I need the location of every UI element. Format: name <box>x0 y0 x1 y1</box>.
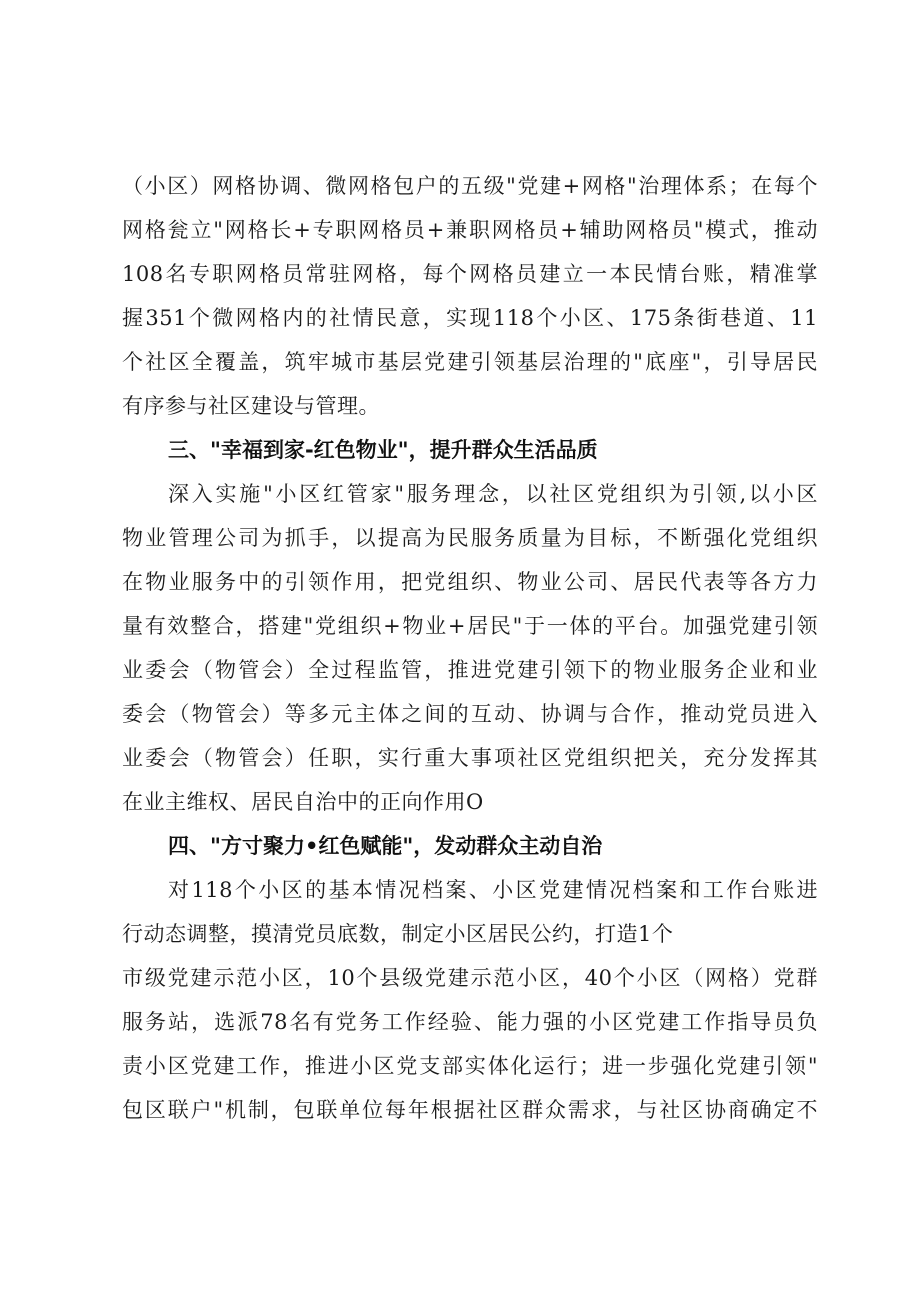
paragraph-line: 委会（物管会）等多元主体之间的互动、协调与合作，推动党员进入 <box>122 702 818 726</box>
paragraph-line: 在物业服务中的引领作用，把党组织、物业公司、居民代表等各方力 <box>122 570 818 594</box>
paragraph-line: （小区）网格协调、微网格包户的五级"党建+网格"治理体系；在每个 <box>122 174 818 198</box>
paragraph-line: 包区联户"机制，包联单位每年根据社区群众需求，与社区协商确定不 <box>122 1098 818 1122</box>
paragraph-line: 物业管理公司为抓手，以提高为民服务质量为目标，不断强化党组织 <box>122 526 818 550</box>
paragraph-line: 在业主维权、居民自治中的正向作用O <box>122 790 484 814</box>
paragraph-line: 108名专职网格员常驻网格，每个网格员建立一本民情台账，精准掌 <box>122 262 818 286</box>
section-heading: 三、"幸福到家-红色物业"，提升群众生活品质 <box>168 438 598 462</box>
paragraph-line: 业委会（物管会）任职，实行重大事项社区党组织把关，充分发挥其 <box>122 746 818 770</box>
paragraph-line: 对118个小区的基本情况档案、小区党建情况档案和工作台账进 <box>168 878 818 902</box>
paragraph-line: 行动态调整，摸清党员底数，制定小区居民公约，打造1个 <box>122 922 674 946</box>
paragraph-line: 量有效整合，搭建"党组织+物业+居民"于一体的平台。加强党建引领 <box>122 614 818 638</box>
paragraph-line: 市级党建示范小区，10个县级党建示范小区，40个小区（网格）党群 <box>122 966 818 990</box>
paragraph-line: 深入实施"小区红管家"服务理念，以社区党组织为引领,以小区 <box>168 482 818 506</box>
paragraph-line: 责小区党建工作，推进小区党支部实体化运行；进一步强化党建引领" <box>122 1054 818 1078</box>
paragraph-line: 服务站，选派78名有党务工作经验、能力强的小区党建工作指导员负 <box>122 1010 818 1034</box>
paragraph-line: 业委会（物管会）全过程监管，推进党建引领下的物业服务企业和业 <box>122 658 818 682</box>
section-heading: 四、"方寸聚力•红色赋能"，发动群众主动自治 <box>168 834 603 858</box>
paragraph-line: 有序参与社区建设与管理。 <box>122 394 380 418</box>
paragraph-line: 网格瓮立"网格长+专职网格员+兼职网格员+辅助网格员"模式，推动 <box>122 218 818 242</box>
paragraph-line: 握351个微网格内的社情民意，实现118个小区、175条街巷道、11 <box>122 306 818 330</box>
paragraph-line: 个社区全覆盖，筑牢城市基层党建引领基层治理的"底座"，引导居民 <box>122 350 818 374</box>
